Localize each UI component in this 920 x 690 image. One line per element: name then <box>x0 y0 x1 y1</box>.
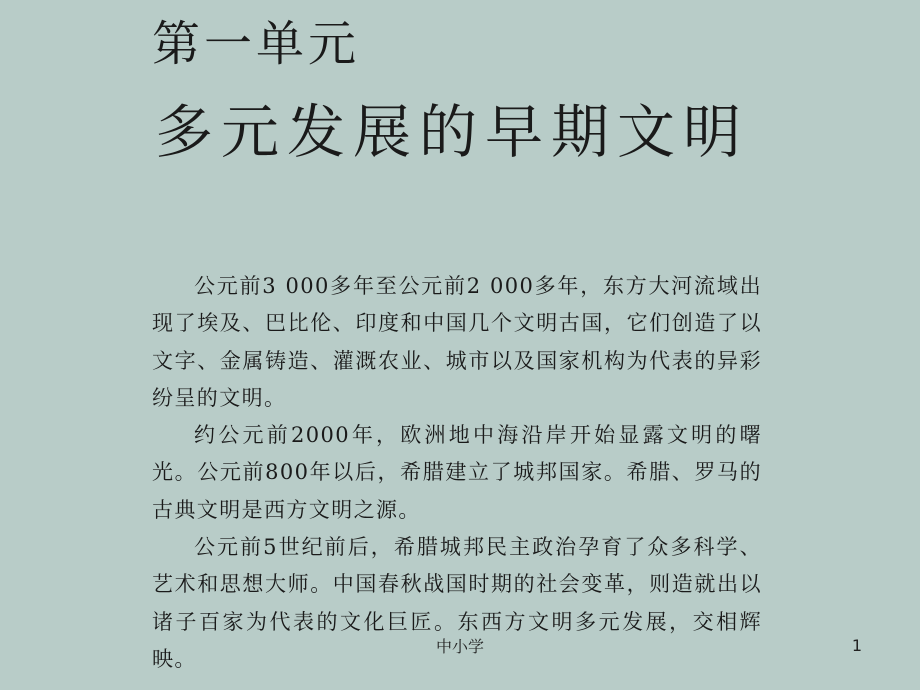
paragraph-1: 公元前3 000多年至公元前2 000多年，东方大河流域出现了埃及、巴比伦、印度和中国几个文明古国，它们创造了以文字、金属铸造、灌溉农业、城市以及国家机构为代表的异彩纷呈的文明。 <box>152 274 762 410</box>
paragraph-3: 公元前5世纪前后，希腊城邦民主政治孕育了众多科学、艺术和思想大师。中国春秋战国时期的社会变革，则造就出以诸子百家为代表的文化巨匠。东西方文明多元发展，交相辉映。 <box>152 535 762 671</box>
paragraph-2: 约公元前2000年，欧洲地中海沿岸开始显露文明的曙光。公元前800年以后，希腊建立了城邦国家。希腊、罗马的古典文明是西方文明之源。 <box>152 423 762 522</box>
page-number: 1 <box>851 636 862 655</box>
main-title: 多元发展的早期文明 <box>155 98 750 166</box>
unit-title: 第一单元 <box>152 16 361 72</box>
body-text <box>152 268 762 678</box>
footer-label: 中小学 <box>436 637 485 656</box>
